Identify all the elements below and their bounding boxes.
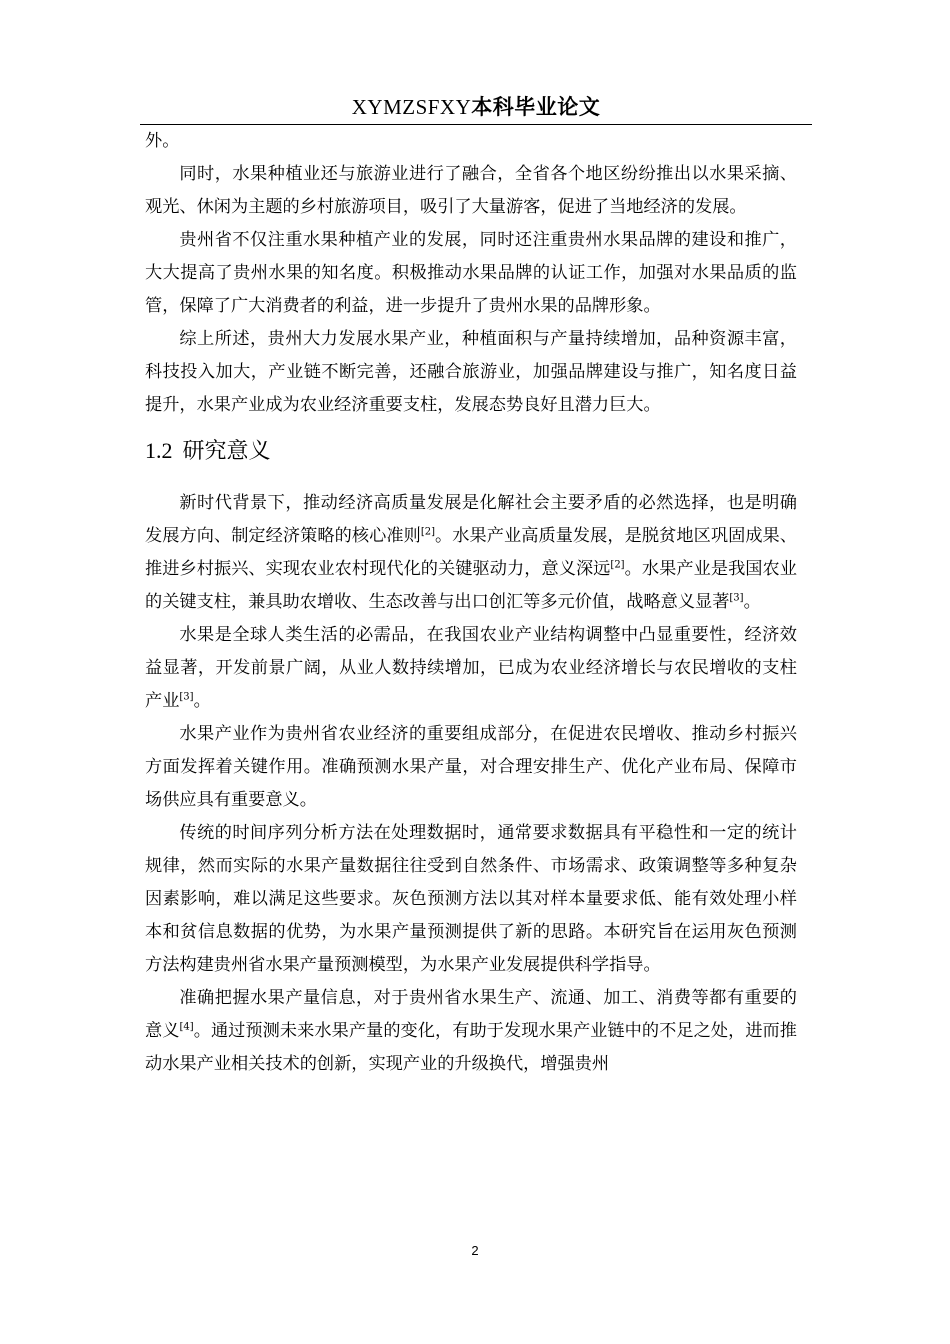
citation: [4] xyxy=(179,1021,194,1033)
paragraph: 外。 xyxy=(145,131,180,151)
text-run: 。水果产业是我国农业的关键支柱，兼具助农增收、生态改善与出口创汇等多元价值，战略意义显著 xyxy=(145,559,797,612)
paragraph: 综上所述，贵州大力发展水果产业，种植面积与产量持续增加，品种资源丰富，科技投入加大，产业链不断完善，还融合旅游业，加强品牌建设与推广，知名度日益提升，水果产业成为农业经济重要支柱，发展态势良好且潜力巨大。 xyxy=(145,329,797,415)
citation: [3] xyxy=(729,592,744,604)
text-run: 。 xyxy=(743,592,761,612)
header-thesis-label: 本科毕业论文 xyxy=(471,95,601,119)
section-number: 1.2 xyxy=(145,438,173,463)
section-title: 研究意义 xyxy=(182,439,271,464)
text-run: 。 xyxy=(193,691,211,711)
paragraph: 水果产业作为贵州省农业经济的重要组成部分，在促进农民增收、推动乡村振兴方面发挥着关键作用。准确预测水果产量，对合理安排生产、优化产业布局、保障市场供应具有重要意义。 xyxy=(145,724,797,810)
page-number: 2 xyxy=(471,1243,479,1258)
section-heading xyxy=(145,436,797,467)
paragraph xyxy=(145,982,797,1081)
citation: [3] xyxy=(179,691,194,703)
paragraph xyxy=(145,487,797,619)
text-run: 。通过预测未来水果产量的变化，有助于发现水果产业链中的不足之处，进而推动水果产业相关技术的创新，实现产业的升级换代，增强贵州 xyxy=(145,1021,797,1074)
citation: [2] xyxy=(420,526,435,538)
body-text xyxy=(145,125,797,1081)
text-run: 水果是全球人类生活的必需品，在我国农业产业结构调整中凸显重要性，经济效益显著，开发前景广阔，从业人数持续增加，已成为农业经济增长与农民增收的支柱产业 xyxy=(145,625,797,711)
header-latin: XYMZSFXY xyxy=(351,95,472,119)
text-run: 。水果产业高质量发展，是脱贫地区巩固成果、推进乡村振兴、实现农业农村现代化的关键驱动力，意义深远 xyxy=(145,526,797,579)
paragraph: 贵州省不仅注重水果种植产业的发展，同时还注重贵州水果品牌的建设和推广，大大提高了贵州水果的知名度。积极推动水果品牌的认证工作，加强对水果品质的监管，保障了广大消费者的利益，进一步提升了贵州水果的品牌形象。 xyxy=(145,230,797,316)
text-run: 新时代背景下，推动经济高质量发展是化解社会主要矛盾的必然选择，也是明确发展方向、制定经济策略的核心准则 xyxy=(145,493,797,546)
text-run: 准确把握水果产量信息，对于贵州省水果生产、流通、加工、消费等都有重要的意义 xyxy=(145,988,797,1041)
running-header xyxy=(140,92,812,122)
paragraph: 同时，水果种植业还与旅游业进行了融合，全省各个地区纷纷推出以水果采摘、观光、休闲为主题的乡村旅游项目，吸引了大量游客，促进了当地经济的发展。 xyxy=(145,164,797,217)
paragraph: 传统的时间序列分析方法在处理数据时，通常要求数据具有平稳性和一定的统计规律，然而实际的水果产量数据往往受到自然条件、市场需求、政策调整等多种复杂因素影响，难以满足这些要求。灰色预测方法以其对样本量要求低、能有效处理小样本和贫信息数据的优势，为水果产量预测提供了新的思路。本研究旨在运用灰色预测方法构建贵州省水果产量预测模型，为水果产业发展提供科学指导。 xyxy=(145,823,797,975)
citation: [2] xyxy=(610,559,625,571)
paragraph xyxy=(145,619,797,718)
